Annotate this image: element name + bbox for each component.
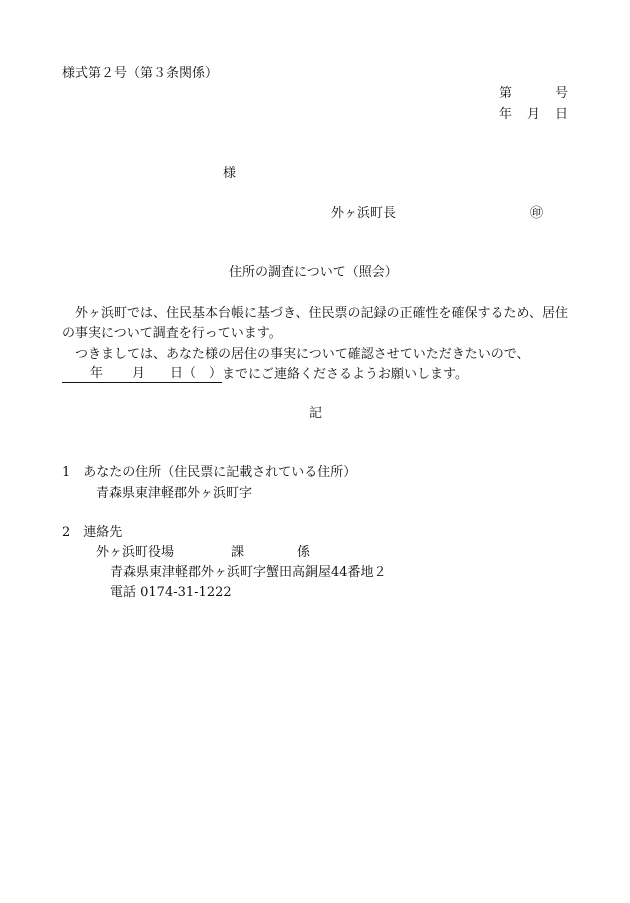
section2-heading: 2 連絡先 xyxy=(62,525,123,540)
date-year: 年 xyxy=(499,107,513,122)
section2-kakari: 係 xyxy=(297,545,311,560)
addressee-suffix: 様 xyxy=(223,166,237,181)
subject-title: 住所の調査について（照会） xyxy=(229,265,398,280)
doc-number-dai: 第 xyxy=(499,86,513,101)
section2-ka: 課 xyxy=(231,545,245,560)
date-month: 月 xyxy=(527,107,541,122)
doc-number-go: 号 xyxy=(555,86,569,101)
form-label: 様式第２号（第３条関係） xyxy=(62,66,219,81)
deadline-month: 月 xyxy=(132,366,146,381)
deadline-line xyxy=(62,366,468,383)
ki-heading: 記 xyxy=(309,406,323,421)
deadline-day: 日（ ） xyxy=(170,366,223,381)
body-paragraph-2: つきましては、あなた様の居住の事実について確認させていただきたいので、 xyxy=(75,347,530,362)
section1-address: 青森県東津軽郡外ヶ浜町字 xyxy=(96,486,253,501)
section1-heading: 1 あなたの住所（住民票に記載されている住所） xyxy=(62,465,357,480)
deadline-year: 年 xyxy=(90,366,104,381)
date-day: 日 xyxy=(555,107,569,122)
deadline-suffix: までにご連絡くださるようお願いします。 xyxy=(222,367,468,382)
sender-title: 外ヶ浜町長 xyxy=(331,206,397,221)
section2-address: 青森県東津軽郡外ヶ浜町字蟹田高銅屋44番地２ xyxy=(110,565,387,580)
body-paragraph-1: 外ヶ浜町では、住民基本台帳に基づき、住民票の記録の正確性を確保するため、居住の事実について調査を行っています。 xyxy=(62,306,568,341)
section2-office: 外ヶ浜町役場 xyxy=(96,545,175,560)
section2-phone: 電話 0174-31-1222 xyxy=(110,585,232,600)
deadline-date-blank xyxy=(62,366,222,383)
seal-mark: ㊞ xyxy=(530,206,544,221)
